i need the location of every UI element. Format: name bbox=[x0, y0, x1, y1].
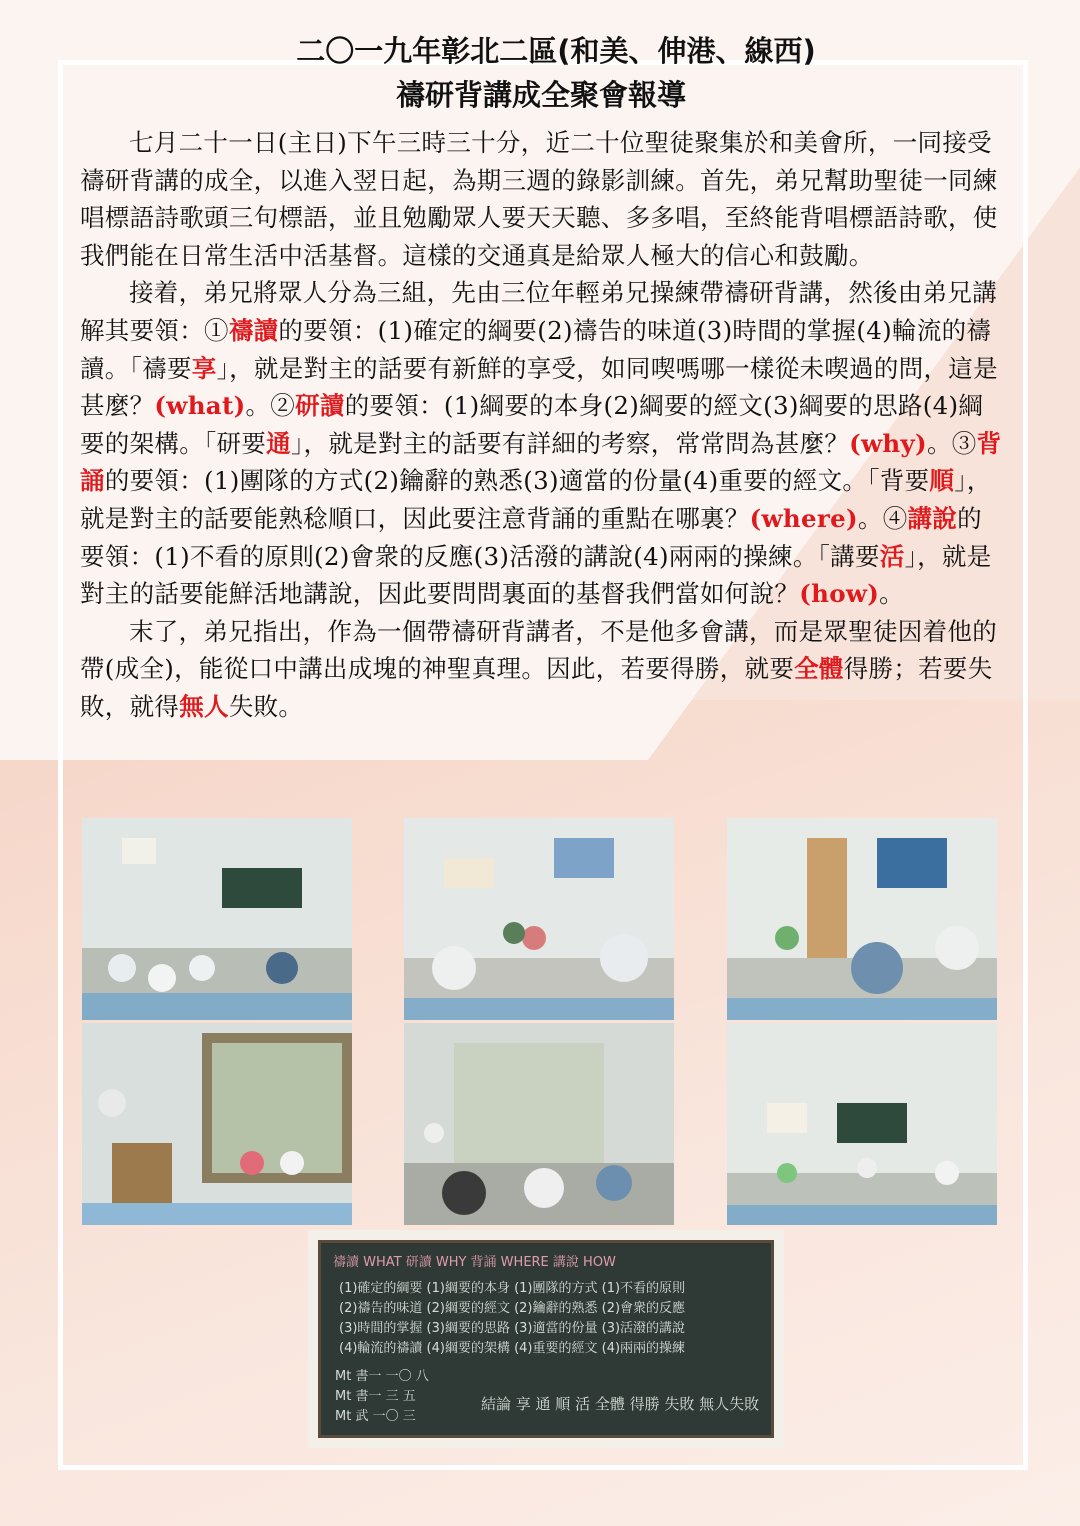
text-run: 的要領：(1)確定的綱要(2)禱告的味道(3)時間的掌握(4)輪流的禱讀。「禱要 bbox=[80, 315, 992, 383]
highlight-no-one: 無人 bbox=[179, 691, 229, 721]
board-row: (4)輪流的禱讀 (4)綱要的架構 (4)重要的經文 (4)兩兩的操練 bbox=[339, 1341, 686, 1356]
highlight-understand: 通 bbox=[266, 428, 291, 458]
text-run: 。④ bbox=[857, 503, 908, 533]
board-ref: Mt 武 一〇 三 bbox=[335, 1409, 416, 1424]
board-row: (1)確定的綱要 (1)綱要的本身 (1)團隊的方式 (1)不看的原則 bbox=[339, 1281, 686, 1296]
blackboard bbox=[318, 1240, 774, 1438]
board-row: (2)禱告的味道 (2)綱要的經文 (2)鑰辭的熟悉 (2)會衆的反應 bbox=[339, 1301, 686, 1316]
text-run: 。 bbox=[879, 579, 904, 609]
article bbox=[80, 30, 1002, 726]
highlight-enjoy: 享 bbox=[191, 353, 217, 383]
paragraph-3 bbox=[80, 613, 1002, 726]
highlight-how: (how) bbox=[799, 579, 880, 609]
highlight-where: (where) bbox=[749, 503, 858, 533]
title-line-2: 禱研背講成全聚會報導 bbox=[395, 78, 686, 112]
paragraph-2 bbox=[80, 274, 1002, 612]
highlight-why: (why) bbox=[849, 428, 927, 458]
meeting-photo bbox=[727, 818, 997, 1020]
paragraph-1: 七月二十一日(主日)下午三時三十分，近二十位聖徒聚集於和美會所，一同接受禱研背講的成全，以進入翌日起，為期三週的錄影訓練。首先，弟兄幫助聖徒一同練唱標語詩歌頭三句標語，並且勉勵眾人要天天聽、多多唱，至終能背唱標語詩歌，使我們能在日常生活中活基督。這樣的交通真是給眾人極大的信心和鼓勵。 bbox=[80, 128, 998, 270]
text-run: 接着，弟兄將眾人分為三組，先由三位年輕弟兄操練帶禱研背講，然後由弟兄講解其要領：① bbox=[80, 278, 997, 345]
blackboard-photo bbox=[308, 1230, 784, 1448]
text-run: 得勝；若要失敗，就得 bbox=[80, 654, 993, 721]
highlight-smooth: 順 bbox=[929, 466, 955, 496]
title-line-1: 二〇一九年彰北二區(和美、伸港、線西) bbox=[296, 34, 816, 68]
highlight-prayer-reading: 禱讀 bbox=[228, 315, 279, 345]
text-run: 」，就是對主的話要能鮮活地講說，因此要問問裏面的基督我們當如何說？ bbox=[80, 541, 992, 609]
text-run: 」，就是對主的話要能熟稔順口，因此要注意背誦的重點在哪裏？ bbox=[80, 466, 992, 533]
board-header: 禱讀 WHAT 研讀 WHY 背誦 WHERE 講說 HOW bbox=[333, 1255, 616, 1270]
text-run: 的要領：(1)團隊的方式(2)鑰辭的熟悉(3)適當的份量(4)重要的經文。「背要 bbox=[104, 466, 930, 496]
board-row: (3)時間的掌握 (3)綱要的思路 (3)適當的份量 (3)活潑的講說 bbox=[339, 1321, 686, 1336]
highlight-speaking: 講說 bbox=[907, 503, 958, 533]
highlight-study-reading: 研讀 bbox=[295, 391, 345, 421]
meeting-photo bbox=[82, 818, 352, 1020]
article-title bbox=[80, 30, 1002, 116]
text-run: 末了，弟兄指出，作為一個帶禱研背講者，不是他多會講，而是眾聖徒因着他的帶(成全)，能從口中講出成塊的神聖真理。因此，若要得勝，就要 bbox=[80, 616, 997, 684]
meeting-photo bbox=[404, 818, 674, 1020]
text-run: 。③ bbox=[926, 428, 977, 458]
board-conclusion: 結論 享 通 順 活 全體 得勝 失敗 無人失敗 bbox=[481, 1395, 760, 1413]
text-run: 」，就是對主的話要有新鮮的享受，如同喫嗎哪一樣從未喫過的問，這是甚麼？ bbox=[80, 353, 998, 421]
highlight-what: (what) bbox=[154, 391, 246, 421]
photo-grid bbox=[82, 818, 998, 1226]
highlight-recitation: 背誦 bbox=[80, 428, 1002, 496]
text-run: 失敗。 bbox=[228, 691, 304, 721]
meeting-photo bbox=[404, 1023, 674, 1225]
board-ref: Mt 書一 一〇 八 bbox=[335, 1369, 429, 1384]
highlight-all: 全體 bbox=[794, 654, 844, 684]
text-run: 」，就是對主的話要有詳細的考察，常常問為甚麼？ bbox=[290, 428, 850, 458]
text-run: 的要領：(1)不看的原則(2)會衆的反應(3)活潑的講說(4)兩兩的操練。「講要 bbox=[80, 503, 982, 571]
text-run: 。② bbox=[245, 391, 296, 421]
meeting-photo bbox=[727, 1023, 997, 1225]
meeting-photo bbox=[82, 1023, 352, 1225]
highlight-living: 活 bbox=[879, 541, 905, 571]
text-run: 的要領：(1)綱要的本身(2)綱要的經文(3)綱要的思路(4)綱要的架構。「研要 bbox=[80, 391, 984, 458]
board-ref: Mt 書一 三 五 bbox=[335, 1389, 416, 1404]
